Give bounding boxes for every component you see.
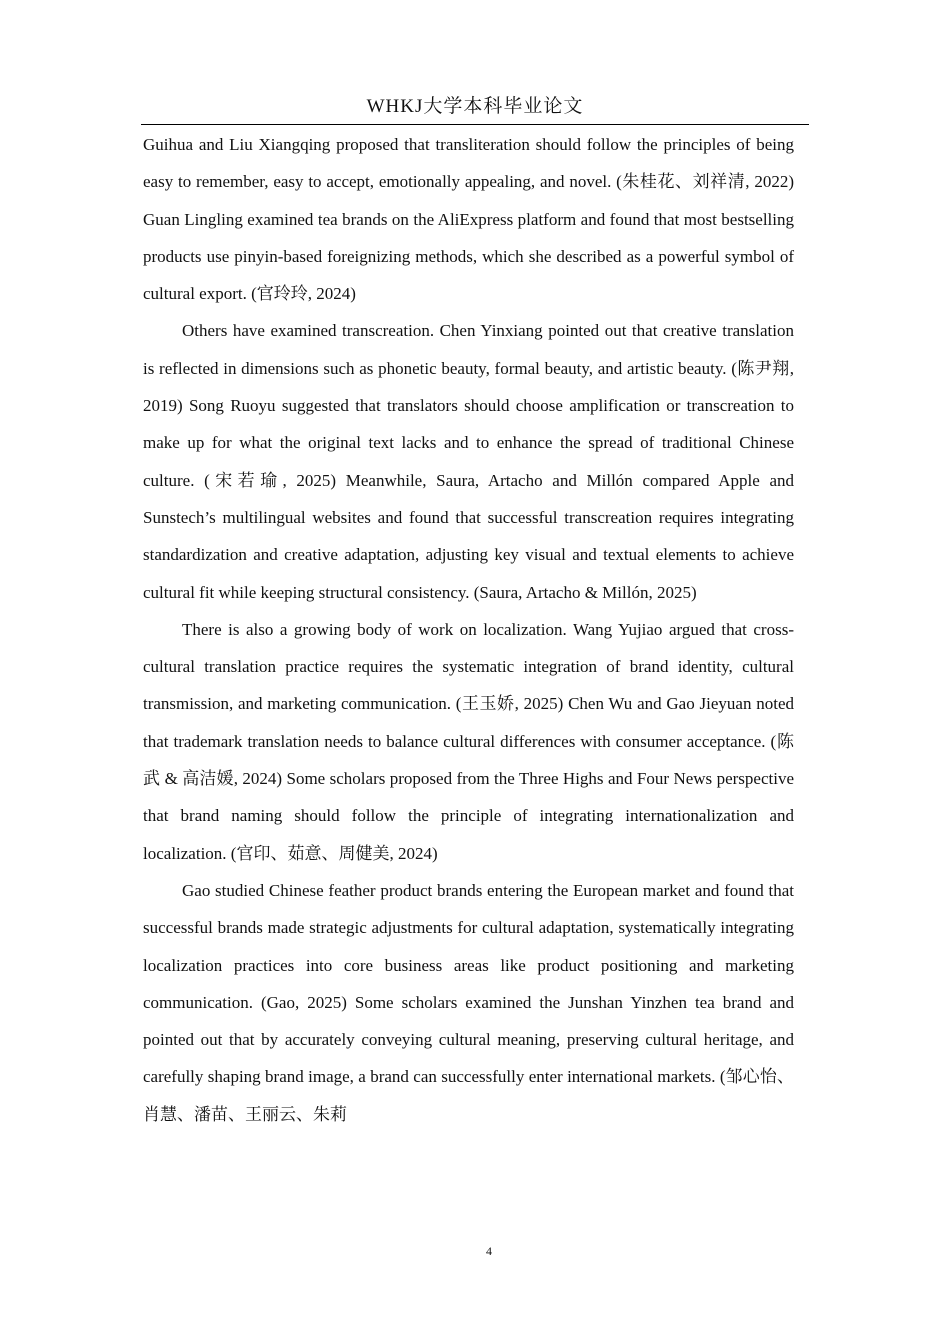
running-header: WHKJ大学本科毕业论文: [366, 96, 584, 117]
paragraph-transcreation: Others have examined transcreation. Chen Yinxiang pointed out that creative translation is reflected in dimensions such as phonetic beauty, formal beauty, and artistic beauty. (陈尹翔, 2019) Song Ruoyu suggested that translators should choose amplification or transcreation to make up for what the original text lacks and to enhance the spread of traditional Chinese culture. (宋若瑜, 2025) Meanwhile, Saura, Artacho and Millón compared Apple and Sunstech’s multilingual websites and found that successful transcreation requires integrating standardization and creative adaptation, adjusting key visual and textual elements to achieve cultural fit while keeping structural consistency. (Saura, Artacho & Millón, 2025): [143, 321, 794, 602]
paragraph-continuation: Guihua and Liu Xiangqing proposed that transliteration should follow the principles of being easy to remember, easy to accept, emotionally appealing, and novel. (朱桂花、刘祥清, 2022) Guan Lingling examined tea brands on the AliExpress platform and found that most bestselling products use pinyin-based foreignizing methods, which she described as a powerful symbol of cultural export. (官玲玲, 2024): [143, 135, 794, 304]
paragraph-localization: There is also a growing body of work on localization. Wang Yujiao argued that cross-cultural translation practice requires the systematic integration of brand identity, cultural transmission, and marketing communication. (王玉娇, 2025) Chen Wu and Gao Jieyuan noted that trademark translation needs to balance cultural differences with consumer acceptance. (陈武 & 高洁媛, 2024) Some scholars proposed from the Three Highs and Four News perspective that brand naming should follow the principle of integrating internationalization and localization. (官印、茹意、周健美, 2024): [143, 619, 794, 863]
body-text: [143, 126, 794, 1133]
header-rule: [141, 124, 809, 125]
page-number: 4: [486, 1244, 492, 1258]
paragraph-market-entry: Gao studied Chinese feather product brands entering the European market and found that successful brands made strategic adjustments for cultural adaptation, systematically integrating localization practices into core business areas like product positioning and marketing communication. (Gao, 2025) Some scholars examined the Junshan Yinzhen tea brand and pointed out that by accurately conveying cultural meaning, preserving cultural heritage, and carefully shaping brand image, a brand can successfully enter international markets. (邹心怡、肖慧、潘苗、王丽云、朱莉: [143, 880, 794, 1124]
